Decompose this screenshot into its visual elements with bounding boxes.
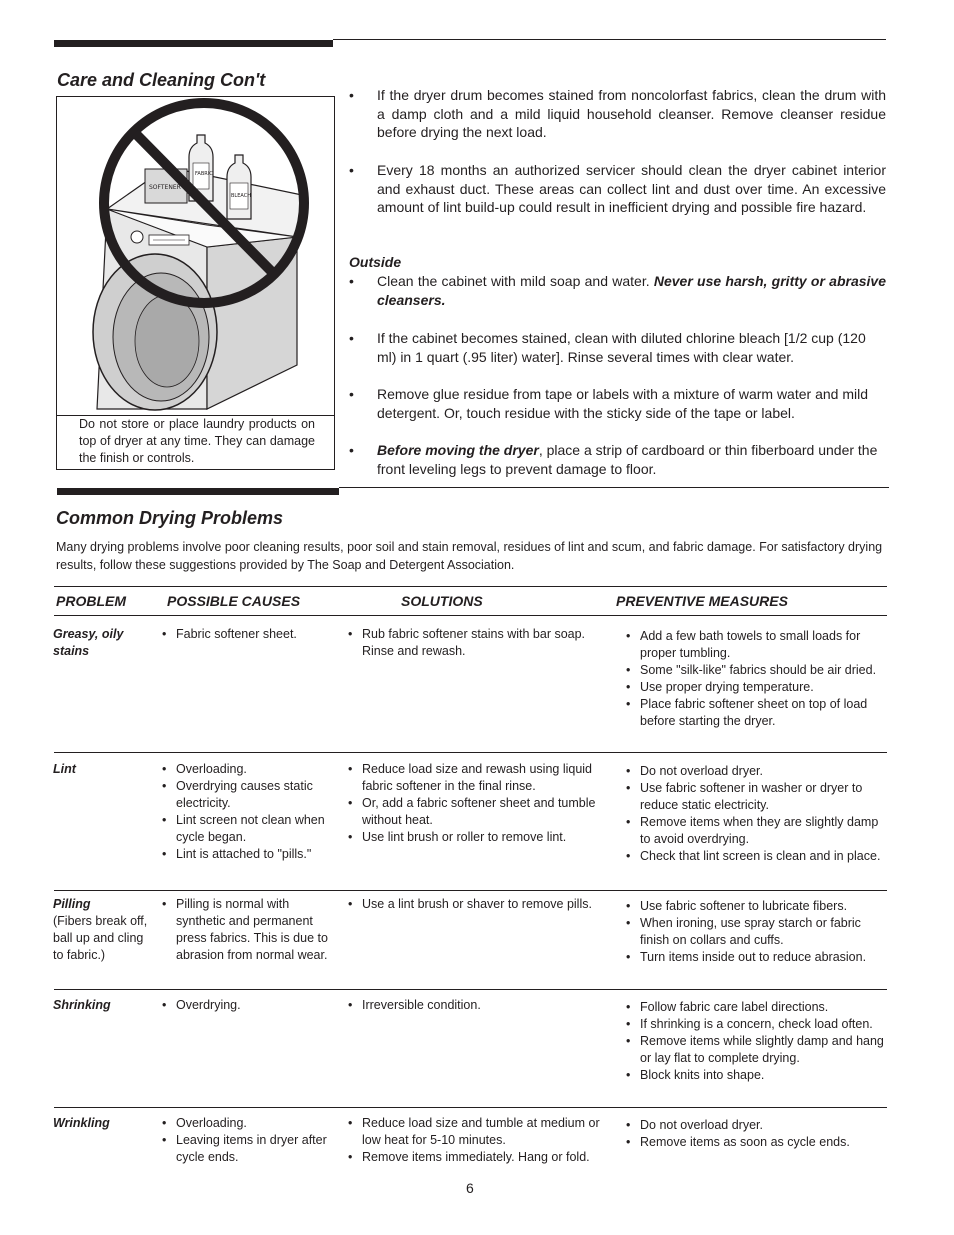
causes-list bbox=[162, 761, 334, 863]
solutions-list bbox=[348, 997, 616, 1014]
list-item: • Use proper drying temperature. bbox=[626, 679, 888, 696]
list-item: • Overloading. bbox=[162, 761, 334, 778]
header-problem: PROBLEM bbox=[56, 593, 126, 609]
illustration-box bbox=[56, 96, 335, 470]
table-row-rule bbox=[54, 1107, 887, 1108]
measures-list bbox=[626, 763, 888, 865]
care-heading: Care and Cleaning Con't bbox=[57, 70, 266, 90]
list-item: • Use fabric softener in washer or dryer to reduce static electricity. bbox=[626, 780, 888, 814]
list-item: • Overdrying. bbox=[162, 997, 334, 1014]
list-item: • Use lint brush or roller to remove lint. bbox=[348, 829, 616, 846]
top-thin-rule bbox=[333, 39, 886, 40]
list-item: • When ironing, use spray starch or fabric finish on collars and cuffs. bbox=[626, 915, 888, 949]
list-item: • Lint screen not clean when cycle began. bbox=[162, 812, 334, 846]
list-item: • Or, add a fabric softener sheet and tumble without heat. bbox=[348, 795, 616, 829]
list-item: • Irreversible condition. bbox=[348, 997, 616, 1014]
list-item: • Pilling is normal with synthetic and permanent press fabrics. This is due to abrasion from normal wear. bbox=[162, 896, 334, 964]
problem-cell bbox=[53, 626, 153, 660]
problem-name: Greasy, oily stains bbox=[53, 627, 124, 658]
causes-list bbox=[162, 896, 334, 964]
measures-list bbox=[626, 999, 888, 1084]
dryer-no-storage-illustration bbox=[57, 97, 334, 415]
problems-heading: Common Drying Problems bbox=[56, 508, 284, 528]
list-item: • Leaving items in dryer after cycle ends. bbox=[162, 1132, 334, 1166]
outside-bullet-4: • Before moving the dryer, place a strip of cardboard or thin fiberboard under the front leveling legs to prevent damage to floor. bbox=[349, 442, 878, 477]
list-item: • Remove items when they are slightly damp to avoid overdrying. bbox=[626, 814, 888, 848]
measures-list bbox=[626, 898, 888, 966]
list-item: • Reduce load size and tumble at medium or low heat for 5-10 minutes. bbox=[348, 1115, 616, 1149]
list-item: • Follow fabric care label directions. bbox=[626, 999, 888, 1016]
table-header-rule bbox=[54, 615, 887, 616]
illustration-caption: Do not store or place laundry products on top of dryer at any time. They can damage the finish or controls. bbox=[79, 417, 315, 465]
causes-list bbox=[162, 1115, 334, 1166]
list-item: • Place fabric softener sheet on top of load before starting the dryer. bbox=[626, 696, 888, 730]
list-item: • Fabric softener sheet. bbox=[162, 626, 334, 643]
list-item: • Reduce load size and rewash using liquid fabric softener in the final rinse. bbox=[348, 761, 616, 795]
section-thick-rule bbox=[57, 488, 339, 495]
header-measures: PREVENTIVE MEASURES bbox=[616, 593, 788, 609]
problem-name: Shrinking bbox=[53, 998, 111, 1012]
svg-text:BLEACH: BLEACH bbox=[231, 193, 251, 199]
table-top-rule bbox=[54, 586, 887, 587]
list-item: • Overloading. bbox=[162, 1115, 334, 1132]
list-item: • Do not overload dryer. bbox=[626, 763, 888, 780]
solutions-list bbox=[348, 896, 616, 913]
page-number: 6 bbox=[466, 1180, 474, 1196]
solutions-list bbox=[348, 761, 616, 846]
svg-text:SOFTENER: SOFTENER bbox=[149, 184, 181, 191]
problem-name: Lint bbox=[53, 762, 76, 776]
problem-cell bbox=[53, 761, 153, 778]
outside-heading: Outside bbox=[349, 254, 402, 270]
outside-bullet-1: • Clean the cabinet with mild soap and water. Never use harsh, gritty or abrasive cleansers. bbox=[349, 273, 887, 308]
list-item: • If shrinking is a concern, check load often. bbox=[626, 1016, 888, 1033]
list-item: • Rub fabric softener stains with bar soap. Rinse and rewash. bbox=[348, 626, 616, 660]
table-row-rule bbox=[54, 752, 887, 753]
outside-bullet-2: • If the cabinet becomes stained, clean with diluted chlorine bleach [1/2 cup (120 ml) in 1 quart (.95 liter) water]. Rinse several times with clear water. bbox=[349, 330, 866, 365]
header-solutions: SOLUTIONS bbox=[401, 593, 483, 609]
dial-icon bbox=[131, 231, 143, 243]
problem-cell bbox=[53, 896, 153, 964]
list-item: • Check that lint screen is clean and in place. bbox=[626, 848, 888, 865]
problem-note: (Fibers break off, ball up and cling to fabric.) bbox=[53, 914, 148, 962]
list-item: • Some "silk-like" fabrics should be air dried. bbox=[626, 662, 888, 679]
solutions-list bbox=[348, 1115, 616, 1166]
list-item: • Use fabric softener to lubricate fibers. bbox=[626, 898, 888, 915]
outside-bullet-3: • Remove glue residue from tape or labels with a mixture of warm water and mild detergent. Or, touch residue with the sticky side of the tape or label. bbox=[349, 386, 868, 421]
problem-cell bbox=[53, 997, 153, 1014]
list-item: • Lint is attached to "pills." bbox=[162, 846, 334, 863]
problem-name: Pilling bbox=[53, 897, 91, 911]
header-causes: POSSIBLE CAUSES bbox=[167, 593, 301, 609]
section-thin-rule bbox=[339, 487, 889, 488]
causes-list bbox=[162, 997, 334, 1014]
problem-name: Wrinkling bbox=[53, 1116, 110, 1130]
list-item: • Remove items immediately. Hang or fold. bbox=[348, 1149, 616, 1166]
list-item: • Remove items as soon as cycle ends. bbox=[626, 1134, 888, 1151]
measures-list bbox=[626, 628, 888, 730]
problems-intro: Many drying problems involve poor cleaning results, poor soil and stain removal, residues of lint and scum, and fabric damage. For satisfactory drying results, follow these suggestions provided by The Soap and Detergent Association. bbox=[56, 540, 883, 572]
list-item: • Turn items inside out to reduce abrasion. bbox=[626, 949, 888, 966]
list-item: • Overdrying causes static electricity. bbox=[162, 778, 334, 812]
measures-list bbox=[626, 1117, 888, 1151]
top-thick-rule bbox=[54, 40, 333, 47]
list-item: • Block knits into shape. bbox=[626, 1067, 888, 1084]
list-item: • Do not overload dryer. bbox=[626, 1117, 888, 1134]
care-bullet-1: • If the dryer drum becomes stained from noncolorfast fabrics, clean the drum with a damp cloth and a mild liquid household cleanser. Remove cleanser residue before drying the next load. bbox=[349, 87, 886, 140]
svg-text:FABRIC: FABRIC bbox=[195, 171, 213, 177]
list-item: • Use a lint brush or shaver to remove pills. bbox=[348, 896, 616, 913]
table-row-rule bbox=[54, 890, 887, 891]
list-item: • Remove items while slightly damp and hang or lay flat to complete drying. bbox=[626, 1033, 888, 1067]
causes-list bbox=[162, 626, 334, 643]
table-row-rule bbox=[54, 989, 887, 990]
problem-cell bbox=[53, 1115, 153, 1132]
list-item: • Add a few bath towels to small loads for proper tumbling. bbox=[626, 628, 888, 662]
care-bullet-2: • Every 18 months an authorized servicer should clean the dryer cabinet interior and exhaust duct. These areas can collect lint and dust over time. An excessive amount of lint build-up could result in inefficient drying and possible fire hazard. bbox=[349, 162, 886, 215]
solutions-list bbox=[348, 626, 616, 660]
